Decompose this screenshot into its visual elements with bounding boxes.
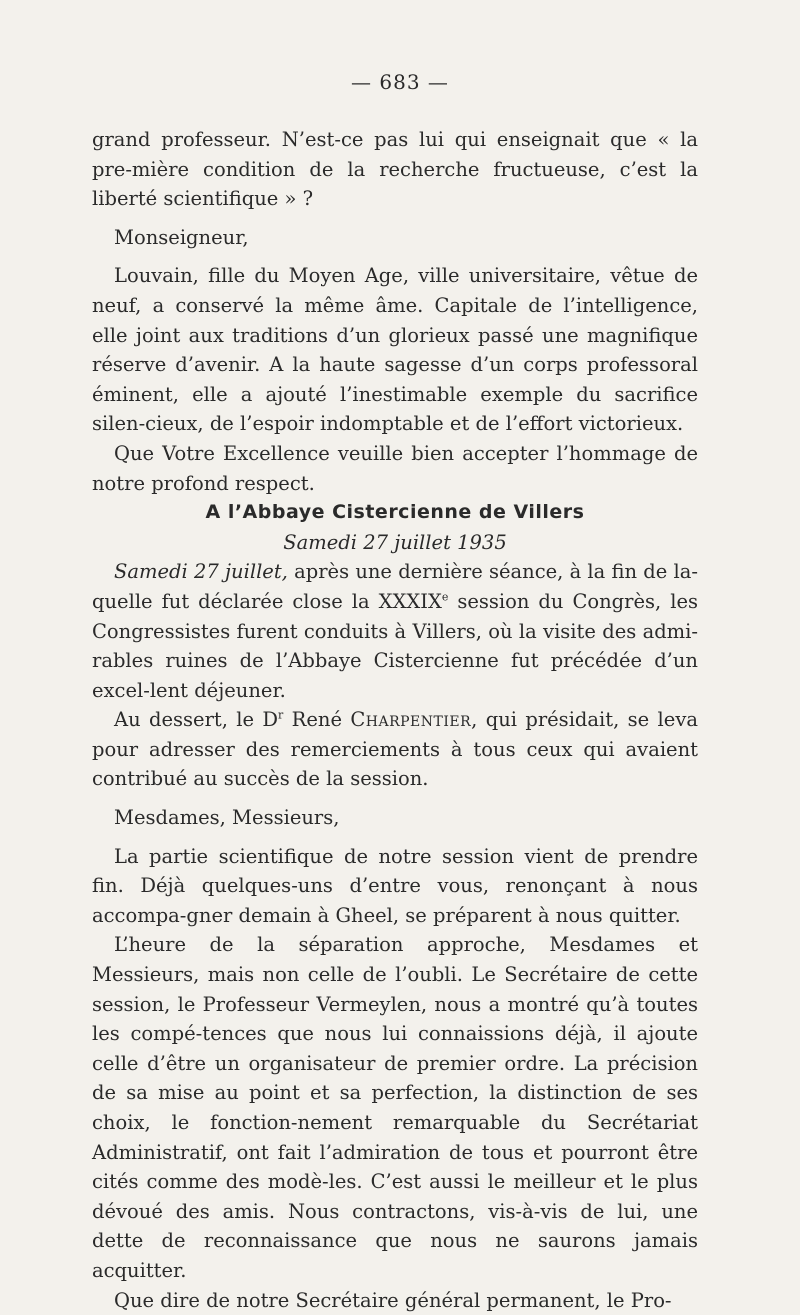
paragraph: L’heure de la séparation approche, Mesdames et Messieurs, mais non celle de l’oubli. Le Secrétaire de cette session, le Professeur Vermeylen, nous a montré qu’à toutes les compé-tences que nous lui connaissions déjà, il ajoute celle d’être un organisateur de premier ordre. La précision de sa mise au point et sa perfection, la distinction de ses choix, le fonction-nement remarquable du Secrétariat Administratif, ont fait l’admiration de tous et pourront être cités comme des modè-les. C’est aussi le meilleur et le plus dévoué des amis. Nous contractons, vis-à-vis de lui, une dette de reconnaissance que nous ne saurons jamais acquitter. — [92, 933, 698, 1282]
italic-date: Samedi 27 juillet, — [114, 560, 288, 584]
paragraph: Que dire de notre Secrétaire général permanent, le Pro- — [114, 1288, 672, 1312]
salutation: Mesdames, Messieurs, — [114, 806, 340, 830]
person-name: Charpentier — [350, 708, 472, 732]
page-number: — 683 — — [351, 70, 449, 94]
paragraph: La partie scientifique de notre session vient de prendre fin. Déjà quelques-uns d’entre vous, renonçant à nous accompa-gner demain à Gheel, se préparent à nous quitter. — [92, 844, 698, 927]
paragraph: Samedi 27 juillet, après une dernière séance, à la fin de la-quelle fut déclarée close la XXXIXe session du Congrès, les Congressistes furent conduits à Villers, où la visite des admi-rables ruines de l’Abbaye Cistercienne fut précédée d’un excel-lent déjeuner. — [92, 560, 698, 702]
body-text — [92, 125, 698, 1315]
paragraph: Que Votre Excellence veuille bien accepter l’hommage de notre profond respect. — [92, 441, 698, 495]
paragraph: Louvain, fille du Moyen Age, ville universitaire, vêtue de neuf, a conservé la même âme. Capitale de l’intelligence, elle joint aux traditions d’un glorieux passé une magnifique réserve d’avenir. A la haute sagesse d’un corps professoral éminent, elle a ajouté l’inestimable exemple du sacrifice silen-cieux, de l’espoir indomptable et de l’effort victorieux. — [92, 264, 698, 436]
section-date: Samedi 27 juillet 1935 — [283, 530, 507, 554]
salutation: Monseigneur, — [114, 225, 249, 249]
paragraph: grand professeur. N’est-ce pas lui qui enseignait que « la pre-mière condition de la recherche fructueuse, c’est la liberté scientifique » ? — [92, 128, 698, 211]
section-title: A l’Abbaye Cistercienne de Villers — [205, 501, 585, 524]
paragraph: Au dessert, le $D^r$ René Charpentier, qui présidait, se leva pour adresser des remerciements à tous ceux qui avaient contribué au succès de la session. — [92, 708, 698, 791]
